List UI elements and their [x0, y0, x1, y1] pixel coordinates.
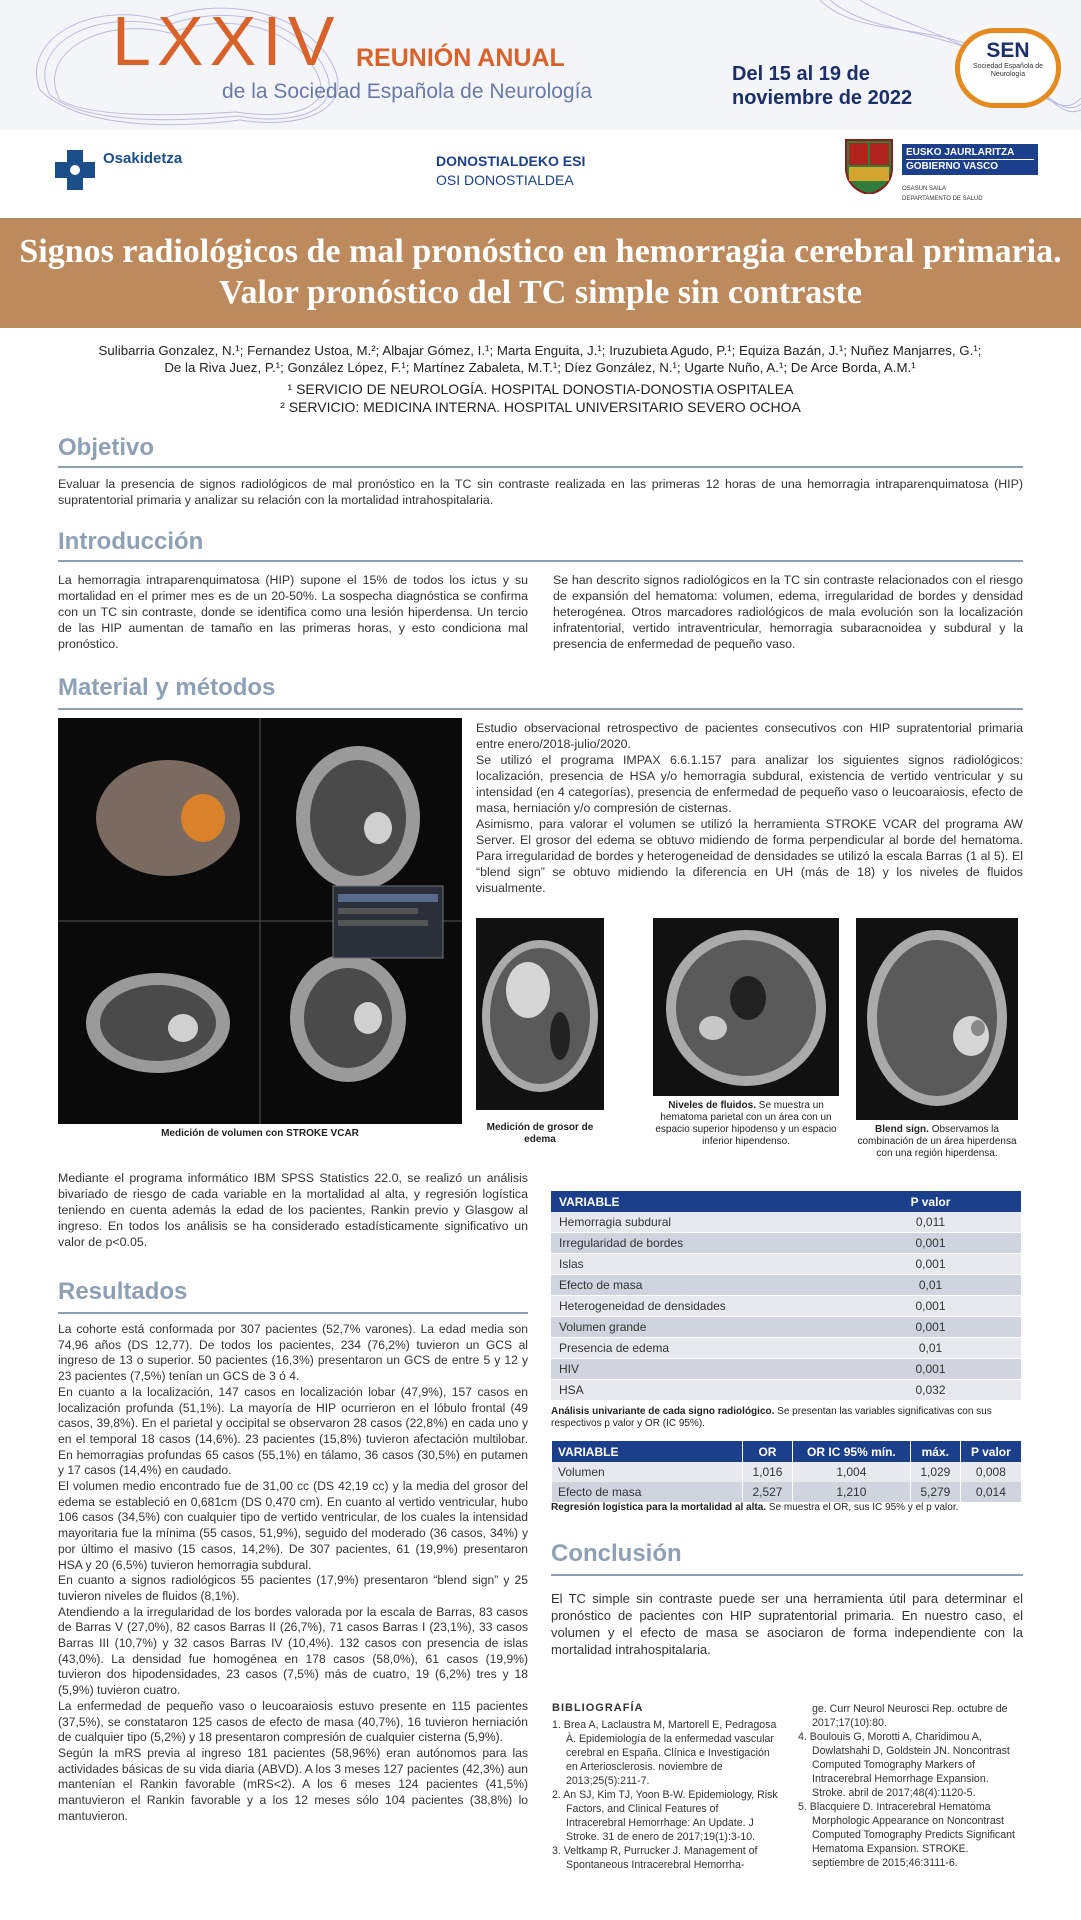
table-row [551, 1212, 1021, 1233]
divider [58, 560, 1023, 562]
authors-line2: De la Riva Juez, P.¹; González López, F.¹; Martínez Zabaleta, M.T.¹; Díez González, N.¹; Ugarte Nuño, A.¹; De Arce Borda, A.M.¹ [164, 360, 916, 375]
institution-logos [0, 130, 1081, 220]
table-cell: 0,01 [840, 1338, 1021, 1359]
table-cell: 0,008 [960, 1462, 1021, 1482]
society-name: de la Sociedad Española de Neurología [222, 80, 593, 103]
authors [40, 342, 1040, 376]
table2-caption-text: Se muestra el OR, sus IC 95% y el p valor. [766, 1502, 959, 1513]
coat-of-arms-icon [844, 138, 894, 194]
table1-caption [551, 1406, 1021, 1430]
table-cell: Efecto de masa [551, 1275, 840, 1296]
table-cell: 0,001 [840, 1317, 1021, 1338]
table-cell: 1,004 [792, 1462, 910, 1482]
table-cell: 1,210 [792, 1482, 910, 1502]
table-header-row [551, 1191, 1021, 1212]
sen-logo-text: SEN [986, 39, 1030, 62]
section-objetivo: Objetivo [58, 434, 155, 461]
table-cell: 0,014 [960, 1482, 1021, 1502]
gv-sub1: OSASUN SAILA [902, 186, 947, 192]
table-row [551, 1359, 1021, 1380]
table-row [551, 1275, 1021, 1296]
table-cell: Volumen grande [551, 1317, 840, 1338]
edema-caption [476, 1122, 604, 1146]
bibliography-item: 2. An SJ, Kim TJ, Yoon B-W. Epidemiology, Risk Factors, and Clinical Features of Intracerebral Hemorrhage: An Update. J Stroke. 31 de enero de 2017;19(1):3-10. [552, 1789, 778, 1843]
table-row [551, 1380, 1021, 1401]
edition-number: LXXIV [112, 2, 341, 80]
osakidetza-cross-icon [55, 150, 95, 190]
table-cell: 5,279 [910, 1482, 960, 1502]
table-cell: 0,011 [840, 1212, 1021, 1233]
blend-caption-bold: Blend sign. [875, 1124, 929, 1135]
table-cell: HSA [551, 1380, 840, 1401]
table-header-cell: VARIABLE [551, 1191, 840, 1212]
resultados-text: La cohorte está conformada por 307 pacientes (52,7% varones). La edad media son 74,96 años (DS 12,77). De todos los pacientes, 234 (76,2%) tuvieron un GCS al ingreso de 13 o superior. 50 pacientes (16,3%) presentaron un GCS de entre 5 y 12 y 23 pacientes (7,5%) tenían un GCS de 3 ó 4. En cuanto a la localización, 147 casos en localización lobar (47,9%), 157 casos en localización profunda (51,1%). La mayoría de HIP ocurrieron en el lóbulo frontal (49 casos, 39,8%). En el parietal y occipital se observaron 28 casos (22,8%) en cada uno y en el temporal 18 casos (14,6%). 23 pacientes (15,8%) tuvieron afectación multilobar. En hemorragias profundas 65 casos (55,1%) en tálamo, 36 casos (30,5%) en putamen y 17 casos (14,4%) en caudado. El volumen medio encontrado fue de 31,00 cc (DS 42,19 cc) y la media del grosor del edema se estableció en 0,681cm (DS 0,470 cm). En cuanto al vertido ventricular, hubo 106 casos (34,5%) con cualquier tipo de vertido ventricular, de los cuales la intensidad mayoritaria fue la mínima (55 casos, 51,9%), seguido del moderado (36 casos, 34%) y por último el masivo (15 casos, 14,2%). De 307 pacientes, 61 (19,9%) presentaron HSA y 20 (6,5%) tuvieron hemorragia subdural. En cuanto a signos radiológicos 55 pacientes (17,9%) presentaron “blend sign” y 25 tuvieron niveles de fluidos (8,1%). Atendiendo a la irregularidad de los bordes valorada por la escala de Barras, 83 casos de Barras V (27,0%), 82 casos Barras II (26,7%), 71 casos Barras I (23,1%), 33 casos Barras III (10,7%) y 32 casos Barras IV (10,4%). 132 casos con presencia de islas (43,0%). La densidad fue homogénea en 178 casos (58,0%), 61 casos (19,9%) tuvieron dos hipodensidades, 23 casos (7,5%) más de cuatro, 19 (6,2%) tres y 18 (5,9%) tuvieron cuatro. La enfermedad de pequeño vaso o leucoaraiosis estuvo presente en 115 pacientes (37,5%), se constataron 125 casos de efecto de masa (40,7%), 16 tuvieron herniación de cualquier tipo (5,2%) y 18 presentaron compresión de cualquier cisterna (5,9%). Según la mRS previa al ingreso 181 pacientes (58,96%) eran autónomos para las actividades básicas de su vida diaria (ABVD). A los 3 meses 127 pacientes (42,3%) aun mantenían el Rankin favorable (mRS<2). A los 6 meses 124 pacientes (41,5%) mantuvieron el Rankin favorable y a los 12 meses sólo 104 pacientes (38,8%) lo mantuvieron. [58, 1322, 528, 1823]
table-row [552, 1482, 1022, 1502]
table-cell: 0,01 [840, 1275, 1021, 1296]
table-cell: Hemorragia subdural [551, 1212, 840, 1233]
table-header-row [552, 1441, 1022, 1462]
poster-title: Signos radiológicos de mal pronóstico en hemorragia cerebral primaria. Valor pronóstico del TC simple sin contraste [0, 218, 1081, 328]
ct-workstation-image [58, 718, 462, 1124]
table-row [552, 1462, 1022, 1482]
osi-line2: OSI DONOSTIALDEA [436, 172, 574, 188]
gv-department [902, 184, 1042, 204]
osi-line1: DONOSTIALDEKO ESI [436, 153, 586, 169]
table-cell: Irregularidad de bordes [551, 1233, 840, 1254]
table1-caption-bold: Análisis univariante de cada signo radiológico. [551, 1406, 775, 1417]
table-cell: Heterogeneidad de densidades [551, 1296, 840, 1317]
gv-sub2: DEPARTAMENTO DE SALUD [902, 196, 983, 202]
divider [58, 1312, 528, 1314]
ct-scan-blend-sign [856, 918, 1018, 1120]
table-cell: Islas [551, 1254, 840, 1275]
bibliography-left [552, 1718, 780, 1872]
table-cell: 2,527 [743, 1482, 793, 1502]
regression-table [551, 1441, 1021, 1502]
meeting-dates: Del 15 al 19 de noviembre de 2022 [732, 63, 913, 109]
section-resultados: Resultados [58, 1278, 188, 1305]
divider [58, 466, 1023, 468]
table1-caption-text: Se presentan las variables significativas con sus respectivos p valor y OR (IC 95%). [551, 1406, 992, 1429]
table-cell: 0,001 [840, 1233, 1021, 1254]
sen-logo [955, 28, 1061, 108]
univariate-table [551, 1191, 1021, 1401]
table-cell: Volumen [552, 1462, 743, 1482]
table-cell: 1,016 [743, 1462, 793, 1482]
gv-line1: EUSKO JAURLARITZA [906, 147, 1015, 158]
gv-line2: GOBIERNO VASCO [906, 159, 1034, 173]
table-cell: 0,001 [840, 1359, 1021, 1380]
bibliography-item: 4. Boulouis G, Morotti A, Charidimou A, Dowlatshahi D, Goldstein JN. Noncontrast Computed Tomography Markers of Intracerebral Hemorrhage Expansion. Stroke. abril de 2017;48(4):1120-5. [798, 1731, 1010, 1799]
divider [551, 1574, 1023, 1576]
sen-logo-subtitle: Sociedad Española de Neurología [972, 63, 1044, 78]
fluid-caption-bold: Niveles de fluidos. [668, 1100, 756, 1111]
table-row [551, 1338, 1021, 1359]
blend-sign-caption [856, 1124, 1018, 1160]
table-cell: Efecto de masa [552, 1482, 743, 1502]
stats-methods-text: Mediante el programa informático IBM SPSS Statistics 22.0, se realizó un análisis bivariado de riesgo de cada variable en la mortalidad al alta, y regresión logística teniendo en cuenta además la edad de los pacientes, Rankin previo y Glasgow al ingreso. En todos los análisis se ha considerado estadísticamente significativo un valor de p<0.05. [58, 1171, 528, 1249]
bibliography-item: 3. Veltkamp R, Purrucker J. Management of Spontaneous Intracerebral Hemorrha- [552, 1845, 758, 1871]
blend-sign-ct-image [856, 918, 1018, 1120]
stroke-vcar-caption-bold: Medición de volumen con STROKE VCAR [161, 1128, 359, 1139]
table-header-cell: P valor [960, 1441, 1021, 1462]
affiliation-2: ² SERVICIO: MEDICINA INTERNA. HOSPITAL UNIVERSITARIO SEVERO OCHOA [280, 399, 801, 415]
fluid-levels-ct-image [653, 918, 839, 1096]
bibliography-item: 5. Blacquiere D. Intracerebral Hematoma Morphologic Appearance on Noncontrast Computed Tomography Predicts Significant Hematoma Expansion. STROKE. septiembre de 2015;46:3111-6. [798, 1801, 1015, 1869]
intro-left-text: La hemorragia intraparenquimatosa (HIP) supone el 15% de todos los ictus y su mortalidad en el primer mes es de un 20-50%. La sospecha diagnóstica se confirma con un TC sin contraste, donde se identifica como una lesión hiperdensa. Un tercio de las HIP aumentan de tamaño en las primeras horas, y esto condiciona mal pronóstico. [58, 573, 528, 651]
gobierno-vasco-box [902, 144, 1038, 175]
table-cell: HIV [551, 1359, 840, 1380]
edema-caption-bold: Medición de grosor de edema [486, 1122, 594, 1145]
osi-logo [436, 152, 585, 190]
metodos-text: Estudio observacional retrospectivo de pacientes consecutivos con HIP supratentorial primaria entre enero/2018-julio/2020. Se utilizó el programa IMPAX 6.6.1.157 para analizar los siguientes signos radiológicos: localización, presencia de HSA y/o hemorragia subdural, existencia de vertido ventricular y su intensidad (en 4 categorías), presencia de enfermedad de pequeño vaso o leucoaraiosis, efecto de masa, herniación y/o compresión de cisternas. Asimismo, para valorar el volumen se utilizó la herramienta STROKE VCAR del programa AW Server. El grosor del edema se obtuvo midiendo de forma perpendicular al borde del hematoma. Para irregularidad de bordes y heterogeneidad de densidades se utilizó la escala Barras (1 al 5). El “blend sign” se obtuvo midiendo la diferencia en UH (más de 18) y los niveles de fluidos visualmente. [476, 721, 1023, 895]
ct-scan-edema [476, 918, 604, 1110]
table-cell: 1,029 [910, 1462, 960, 1482]
fluid-levels-caption [653, 1100, 839, 1148]
table-cell: 0,001 [840, 1254, 1021, 1275]
ct-scan-fluid-levels [653, 918, 839, 1096]
table-row [551, 1296, 1021, 1317]
divider [58, 708, 1023, 710]
table-cell: Presencia de edema [551, 1338, 840, 1359]
meeting-label: REUNIÓN ANUAL [356, 44, 565, 72]
table-row [551, 1317, 1021, 1338]
affiliations [0, 380, 1081, 416]
table-row [551, 1233, 1021, 1254]
section-introduccion: Introducción [58, 528, 204, 555]
edema-ct-image [476, 918, 604, 1110]
table-cell: 0,032 [840, 1380, 1021, 1401]
fluid-caption-text: Se muestra un hematoma parietal con un área con un espacio superior hipodenso y un espacio inferior hipendenso. [655, 1100, 837, 1147]
table2-caption-bold: Regresión logística para la mortalidad al alta. [551, 1502, 767, 1513]
intro-right-text: Se han descrito signos radiológicos en la TC sin contraste relacionados con el riesgo de expansión del hematoma: volumen, edema, irregularidad de bordes y densidad heterogénea. Otros marcadores radiológicos de mala evolución son la localización infratentorial, vertido intraventricular, hemorragia subaracnoidea y subdural y la presencia de enfermedad de pequeño vaso. [553, 573, 1023, 651]
stroke-vcar-screenshot [58, 718, 462, 1124]
table-cell: 0,001 [840, 1296, 1021, 1317]
table-header-cell: máx. [910, 1441, 960, 1462]
authors-line1: Sulibarria Gonzalez, N.¹; Fernandez Ustoa, M.²; Albajar Gómez, I.¹; Marta Enguita, J.¹; Iruzubieta Agudo, P.¹; Equiza Bazán, J.¹; Nuñez Manjarres, G.¹; [98, 343, 982, 358]
table-header-cell: P valor [840, 1191, 1021, 1212]
table2-caption [551, 1502, 1021, 1514]
objetivo-text: Evaluar la presencia de signos radiológicos de mal pronóstico en la TC sin contraste realizada en las primeras 12 horas de una hemorragia intraparenquimatosa (HIP) supratentorial primaria y analizar su relación con la mortalidad intrahospitalaria. [58, 477, 1023, 507]
affiliation-1: ¹ SERVICIO DE NEUROLOGÍA. HOSPITAL DONOSTIA-DONOSTIA OSPITALEA [287, 381, 794, 397]
bibliography-item: 1. Brea A, Laclaustra M, Martorell E, Pedragosa À. Epidemiología de la enfermedad vascular cerebral en España. Clínica e Investigación en Arteriosclerosis. noviembre de 2013;25(5):211-7. [552, 1719, 777, 1787]
stroke-vcar-caption [58, 1128, 462, 1140]
bibliography-right [798, 1702, 1023, 1870]
conclusion-text: El TC simple sin contraste puede ser una herramienta útil para determinar el pronóstico de pacientes con HIP supratentorial primaria. En nuestro caso, el volumen y el efecto de masa se asociaron de forma independiente con la mortalidad intrahospitalaria. [551, 1591, 1023, 1657]
bibliography-item: ge. Curr Neurol Neurosci Rep. octubre de 2017;17(10):80. [812, 1703, 1008, 1729]
section-conclusion: Conclusión [551, 1540, 682, 1567]
bibliography-heading: BIBLIOGRAFÍA [552, 1702, 644, 1714]
table-header-cell: VARIABLE [552, 1441, 743, 1462]
osakidetza-name: Osakidetza [103, 150, 183, 167]
table-row [551, 1254, 1021, 1275]
table-header-cell: OR IC 95% mín. [792, 1441, 910, 1462]
header-banner [0, 0, 1081, 130]
section-material-metodos: Material y métodos [58, 674, 276, 701]
blend-caption-text: Observamos la combinación de un área hiperdensa con una región hiperdensa. [857, 1124, 1017, 1159]
table-header-cell: OR [743, 1441, 793, 1462]
